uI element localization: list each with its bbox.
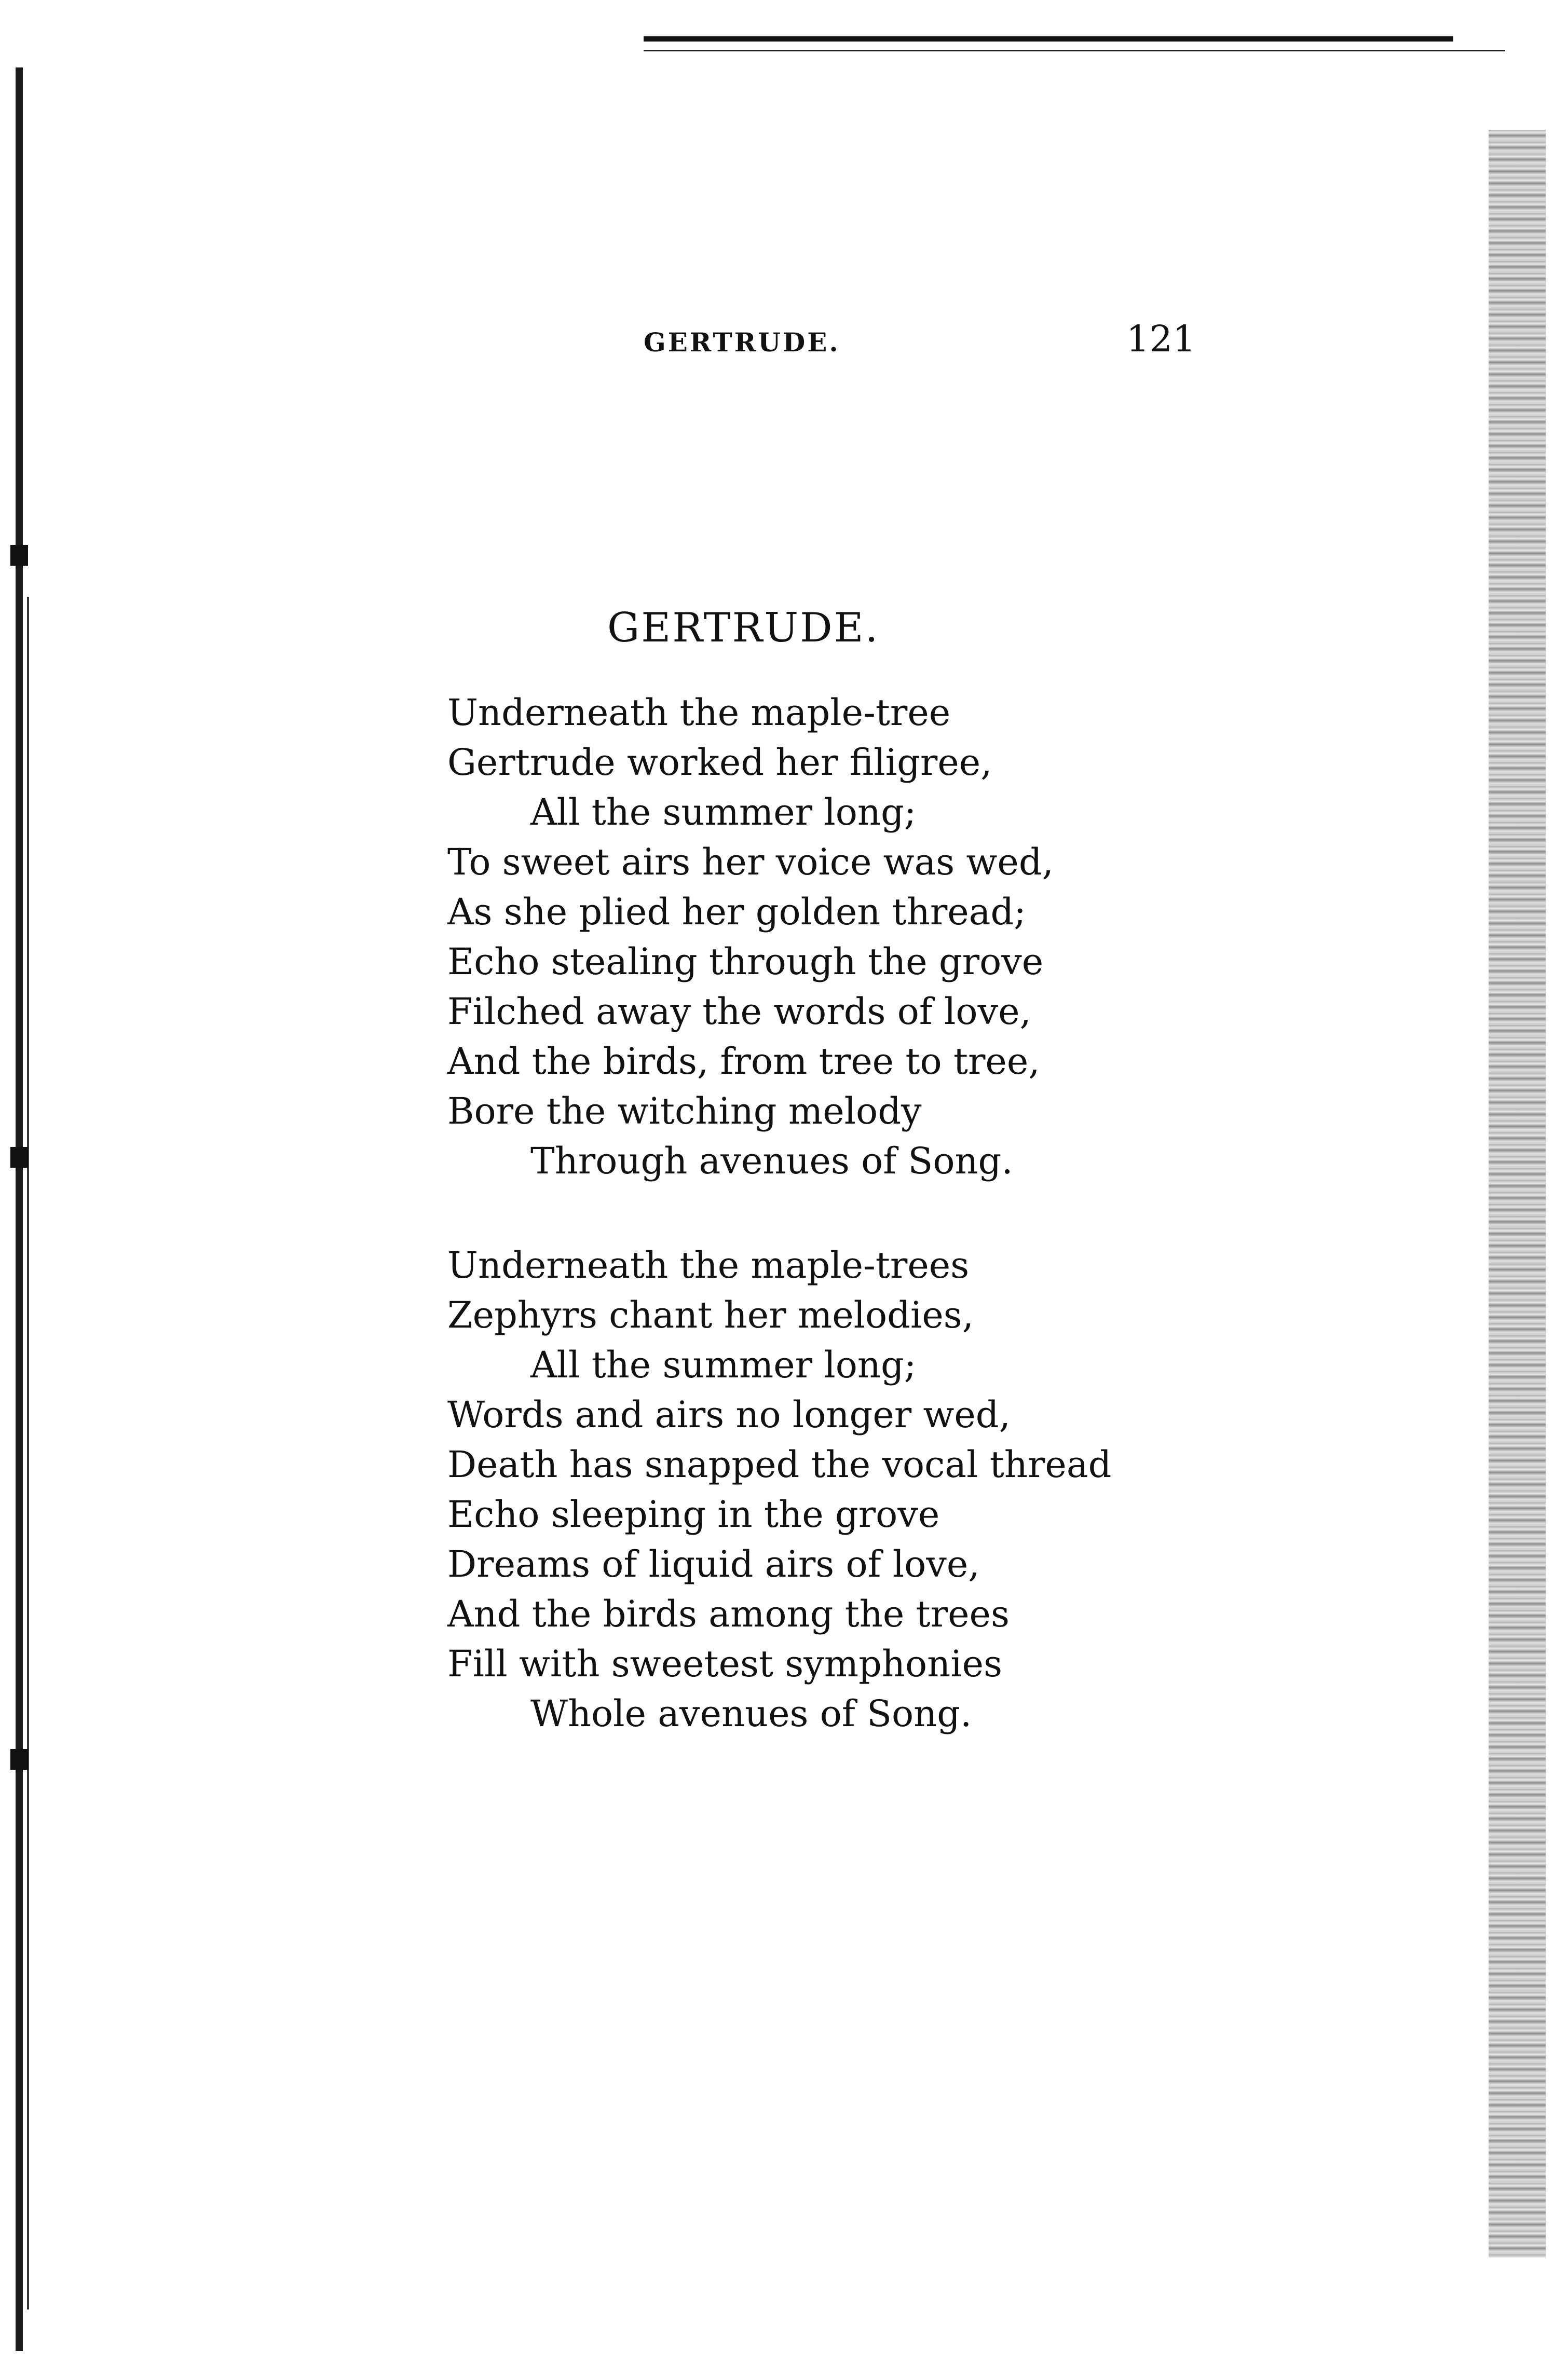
binding-mark	[10, 1749, 28, 1770]
stanza	[447, 688, 1054, 1186]
top-rule	[644, 36, 1453, 42]
poem-line: And the birds, from tree to tree,	[447, 1040, 1040, 1083]
poem-line: Fill with sweetest symphonies	[447, 1643, 1003, 1685]
poem-line: Underneath the maple-tree	[447, 691, 951, 734]
poem-line: Death has snapped the vocal thread	[447, 1443, 1112, 1486]
binding-edge-inner	[27, 597, 29, 2309]
poem-line: Underneath the maple-trees	[447, 1244, 970, 1287]
binding-mark	[10, 1147, 28, 1168]
binding-edge	[16, 67, 23, 2351]
poem-line: Filched away the words of love,	[447, 990, 1031, 1033]
running-head: GERTRUDE.	[644, 327, 840, 358]
page-edge	[1489, 130, 1546, 2258]
poem-line: All the summer long;	[530, 791, 917, 833]
binding-mark	[10, 545, 28, 566]
poem-line: Zephyrs chant her melodies,	[447, 1294, 974, 1336]
poem-line: Gertrude worked her filigree,	[447, 741, 992, 784]
poem-line: Echo sleeping in the grove	[447, 1493, 940, 1536]
poem-line: Through avenues of Song.	[530, 1140, 1013, 1182]
poem-line: Words and airs no longer wed,	[447, 1393, 1011, 1436]
poem-line: All the summer long;	[530, 1344, 917, 1386]
poem-title: GERTRUDE.	[607, 605, 880, 651]
poem-line: Bore the witching melody	[447, 1090, 922, 1132]
page-number: 121	[1126, 318, 1196, 360]
poem-line: Echo stealing through the grove	[447, 940, 1044, 983]
stanza	[447, 1240, 1111, 1739]
poem-line: As she plied her golden thread;	[447, 891, 1026, 933]
poem-line: Whole avenues of Song.	[530, 1692, 972, 1735]
top-rule-thin	[644, 50, 1505, 51]
poem-line: And the birds among the trees	[447, 1593, 1010, 1635]
poem-line: To sweet airs her voice was wed,	[447, 841, 1054, 883]
poem-line: Dreams of liquid airs of love,	[447, 1543, 980, 1585]
